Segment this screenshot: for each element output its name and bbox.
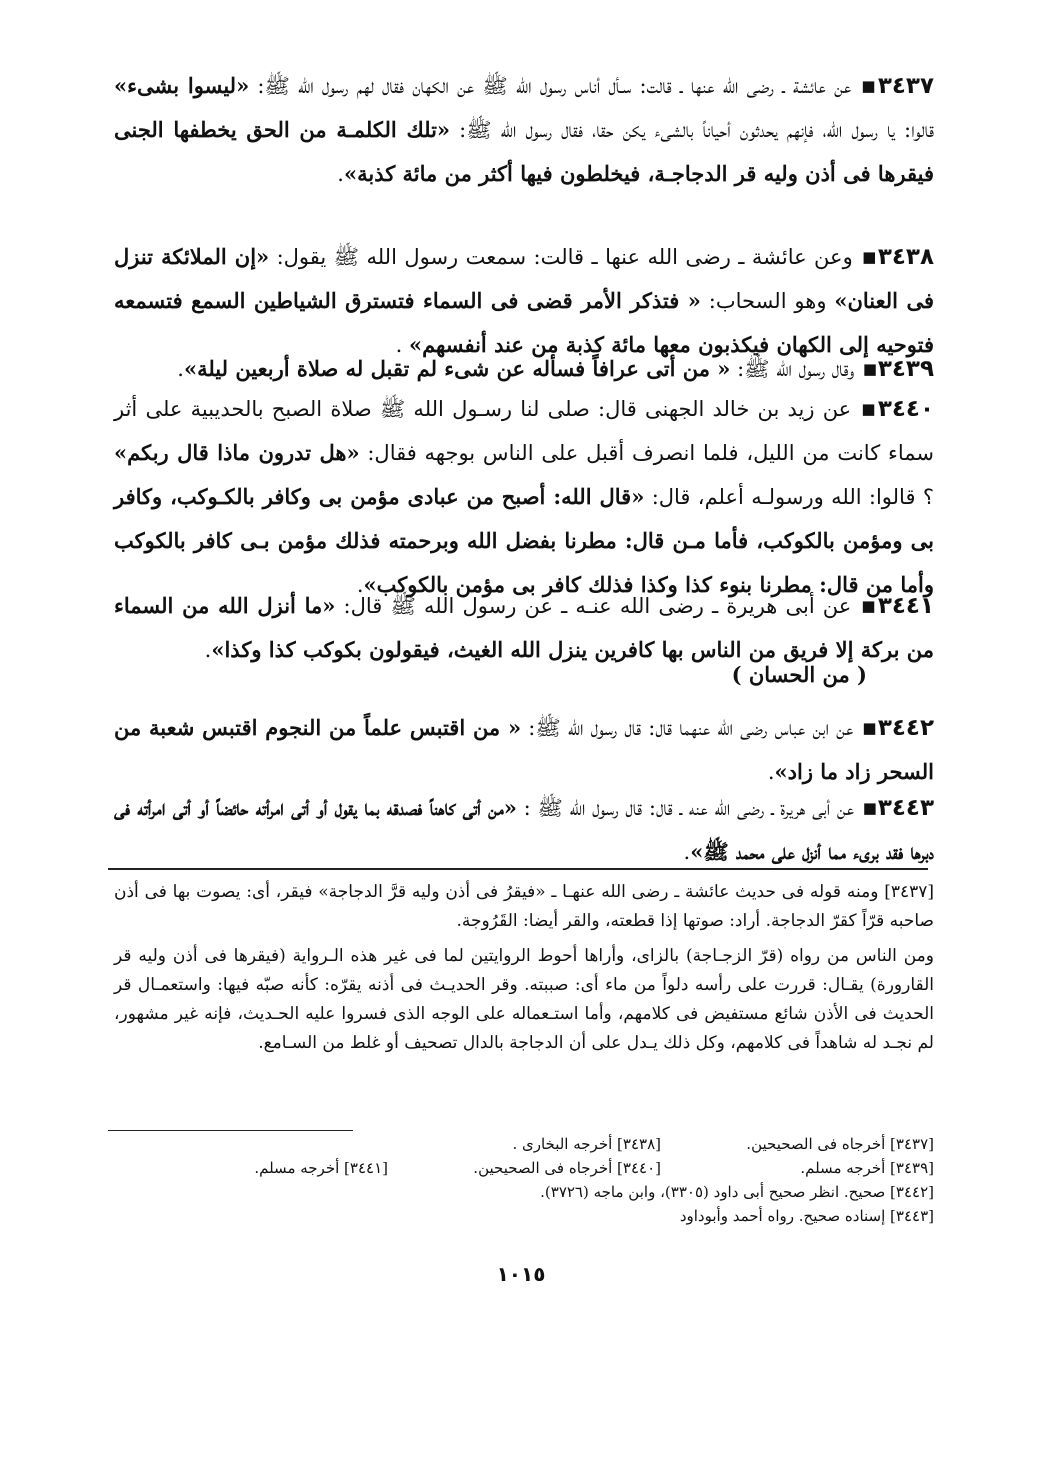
note-paragraph: [٣٤٣٧] ومنه قوله فى حديث عائشة ـ رضى الله عنهـا ـ «فيقرُ فى أذن وليه قرَّ الدجاجة» فيقر، أى: يصوت بها فى أذن صاحبه قرّاً كقرّ الدجاجة. أراد: صوتها إذا قطعته، والقر أيضا: القَرُوجة. <box>114 882 934 931</box>
hadith-bullet: ▪ <box>854 356 878 382</box>
hadith-text-quote: «ليسوا بشىء» <box>114 73 250 98</box>
ref-3440: [٣٤٤٠] أخرجاه فى الصحيحين. <box>473 1159 661 1177</box>
hadith-number: ٣٤٤٢ <box>877 715 934 741</box>
hadith-text: عن عائشة ـ رضى الله عنها ـ قالت: سـأل أناس رسول الله ﷺ عن الكهان فقال لهم رسول الله ﷺ: <box>249 74 852 98</box>
ref-row <box>114 1156 934 1180</box>
references-divider <box>108 1130 353 1131</box>
takhrij-references <box>114 1132 934 1228</box>
hadith-number: ٣٤٣٧ <box>877 73 934 99</box>
ref-3439: [٣٤٣٩] أخرجه مسلم. <box>800 1159 934 1177</box>
hadith-text-quote: «من أتى كاهناً فصدقه بما يقول أو أتى امرأته حائضاً أو أتى امرأته فى دبرها فقد برىء مما أنزل على محمد ﷺ» <box>114 795 934 864</box>
ref-3442: [٣٤٤٢] صحيح. انظر صحيح أبى داود (٣٣٠٥)، وابن ماجه (٣٧٢٦). <box>540 1183 934 1201</box>
hadith-bullet: ▪ <box>851 593 878 619</box>
page-number: ١٠١٥ <box>496 1262 546 1286</box>
hadith-text-quote: «هل تدرون ماذا قال ربكم» <box>114 440 360 465</box>
hadith-3442 <box>114 706 934 794</box>
ref-row <box>114 1204 934 1228</box>
commentary-notes <box>114 878 934 1064</box>
hadith-text: . <box>356 573 364 597</box>
hadith-text: عن ابن عباس رضى الله عنهما قال: قال رسول الله ﷺ: <box>521 716 854 740</box>
note-paragraph: ومن الناس من رواه (قرّ الزجـاجة) بالزاى، وأراها أحوط الروايتين لما فى غير هذه الـرواية (فيقرها فى أذن وليه قر القارورة) يقـال: قررت على رأسه دلواً من ماء أى: صببته. وقر الحديـث فى أذنه يقرّه: كأنه صبّه فيها: واستعمـال قر الحديث فى الأذن شائع مستفيض فى كلامهم، وأما استـعماله على الوجه الذى فسروا عليه الحـديث، فإنه غير مشهور، لم نجـد له شاهداً فى كلامهم، وكل ذلك يـدل على أن الدجاجة بالدال تصحيف أو غلط من السـامع. <box>114 946 934 1053</box>
hadith-bullet: ▪ <box>854 795 878 821</box>
hadith-number: ٣٤٤١ <box>877 593 934 619</box>
hadith-number: ٣٤٣٩ <box>877 356 934 382</box>
hadith-text: . <box>395 333 409 357</box>
hadith-text: عن أبى هريرة ـ رضى الله عنـه ـ عن رسول الله ﷺ قال: <box>335 594 852 618</box>
hadith-bullet: ▪ <box>851 396 878 422</box>
hadith-text: ؟ قالوا: الله ورسولـه أعلم، قال: <box>644 485 934 509</box>
hadith-3439 <box>114 347 934 391</box>
hadith-number: ٣٤٣٨ <box>877 244 934 270</box>
hadith-text: . <box>767 760 775 784</box>
hadith-number: ٣٤٤٣ <box>877 795 934 821</box>
hadith-text: . <box>683 840 691 864</box>
hadith-text-quote: «إن الملائكة تنزل فى العنان» <box>114 244 935 313</box>
ref-3443: [٣٤٤٣] إسناده صحيح. رواه أحمد وأبوداود <box>679 1207 934 1225</box>
hadith-text: قالوا: يا رسول الله، فإنهم يحدثون أحياناً بالشىء يكن حقا، فقال رسول الله ﷺ: <box>450 118 934 142</box>
ref-row <box>114 1180 934 1204</box>
hadith-text-quote: « فتذكر الأمر قضى فى السماء فتسترق الشياطين السمع فتسمعه فتوحيه إلى الكهان فيكذبون معها مائة كذبة من عند أنفسهم» <box>114 288 934 357</box>
hadith-text-quote: «تلك الكلمـة من الحق يخطفها الجنى فيقرها فى أذن وليه قر الدجاجـة، فيخلطون فيها أكثر من مائة كذبة» <box>114 117 934 186</box>
hadith-text: . <box>177 357 184 381</box>
hadith-text-quote: « من اقتبس علماً من النجوم اقتبس شعبة من السحر زاد ما زاد» <box>114 715 934 784</box>
hadith-3441 <box>114 584 934 672</box>
ref-3437: [٣٤٣٧] أخرجاه فى الصحيحين. <box>746 1135 934 1153</box>
hadith-bullet: ▪ <box>852 244 878 270</box>
source-label: ( من الحسان ) <box>731 662 867 687</box>
footnote-divider <box>108 868 928 870</box>
hadith-bullet: ▪ <box>851 73 878 99</box>
hadith-text: وعن عائشة ـ رضى الله عنها ـ قالت: سمعت رسول الله ﷺ يقول: <box>269 245 853 269</box>
hadith-3443 <box>114 786 934 874</box>
hadith-text: عن زيد بن خالد الجهنى قال: صلى لنا رسـول الله ﷺ صلاة الصبح بالحديبية على أثر سماء كانت من الليل، فلما انصرف أقبل على الناس بوجهه فقال: <box>114 397 934 465</box>
hadith-3437 <box>114 64 934 196</box>
hadith-text-quote: «ما أنزل الله من السماء من بركة إلا فريق من الناس بها كافرين ينزل الله الغيث، فيقولون بكوكب كذا وكذا» <box>114 593 934 662</box>
hadith-number: ٣٤٤٠ <box>877 396 934 422</box>
hadith-text: وقال رسول الله ﷺ: <box>730 357 855 381</box>
hadith-text: عن أبى هريرة ـ رضى الله عنه ـ قال: قال رسول الله ﷺ : <box>516 796 855 820</box>
hadith-text: وهو السحاب: <box>700 289 835 313</box>
hadith-text-quote: « من أتى عرافاً فسأله عن شىء لم تقبل له صلاة أربعين ليلة» <box>183 356 731 381</box>
ref-3438: [٣٤٣٨] أخرجه البخارى . <box>512 1135 661 1153</box>
hadith-text-quote: «قال الله: أصبح من عبادى مؤمن بى وكافر بالكـوكب، وكافر بى ومؤمن بالكوكب، فأما مـن قال: مطرنا بفضل الله وبرحمته فذلك مؤمن بـى كافر بالكوكب وأما من قال: مطرنا بنوء كذا وكذا فذلك كافر بى مؤمن بالكوكب» <box>114 484 934 597</box>
hadith-3440 <box>114 388 934 607</box>
hadith-text: . <box>204 638 212 662</box>
ref-3441: [٣٤٤١] أخرجه مسلم. <box>254 1159 388 1177</box>
ref-row <box>114 1132 934 1156</box>
hadith-text: . <box>337 162 344 186</box>
hadith-bullet: ▪ <box>853 715 878 741</box>
